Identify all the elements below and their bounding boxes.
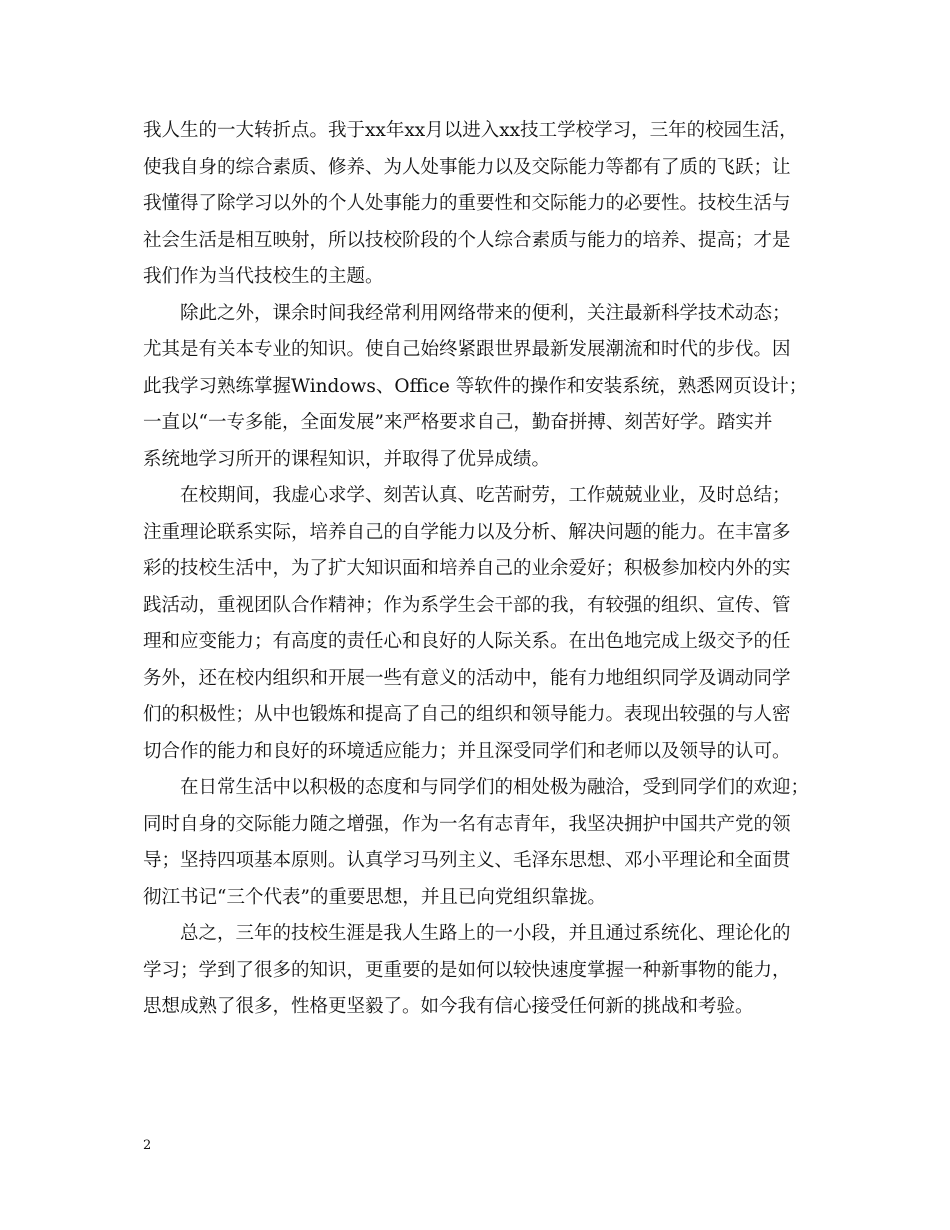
text-line: 彩的技校生活中，为了扩大知识面和培养自己的业余爱好；积极参加校内外的实 <box>143 558 791 579</box>
text-line: 务外，还在校内组织和开展一些有意义的活动中，能有力地组织同学及调动同学 <box>143 667 791 689</box>
paragraph-start-line: 总之，三年的技校生涯是我人生路上的一小段，并且通过系统化、理论化的 <box>180 923 791 944</box>
text-line: 理和应变能力；有高度的责任心和良好的人际关系。在出色地完成上级交予的任 <box>143 631 791 652</box>
text-line: 彻江书记“三个代表”的重要思想，并且已向党组织靠拢。 <box>143 886 606 908</box>
text-line: 社会生活是相互映射，所以技校阶段的个人综合素质与能力的培养、提高；才是 <box>143 229 791 251</box>
text-line: 尤其是有关本专业的知识。使自己始终紧跟世界最新发展潮流和时代的步伐。因 <box>143 339 791 360</box>
text-line: 思想成熟了很多，性格更坚毅了。如今我有信心接受任何新的挑战和考验。 <box>143 996 754 1017</box>
paragraph-start-line: 除此之外，课余时间我经常利用网络带来的便利，关注最新科学技术动态； <box>180 302 791 324</box>
text-line: 系统地学习所开的课程知识，并取得了优异成绩。 <box>143 448 551 470</box>
text-line: 我懂得了除学习以外的个人处事能力的重要性和交际能力的必要性。技校生活与 <box>143 193 791 214</box>
text-line: 践活动，重视团队合作精神；作为系学生会干部的我，有较强的组织、宣传、管 <box>143 594 791 616</box>
text-line: 我人生的一大转折点。我于xx年xx月以进入xx技工学校学习，三年的校园生活， <box>143 120 798 141</box>
text-line: 切合作的能力和良好的环境适应能力；并且深受同学们和老师以及领导的认可。 <box>143 740 791 762</box>
text-line: 我们作为当代技校生的主题。 <box>143 266 384 287</box>
text-line: 导；坚持四项基本原则。认真学习马列主义、毛泽东思想、邓小平理论和全面贯 <box>143 850 791 871</box>
text-line: 注重理论联系实际，培养自己的自学能力以及分析、解决问题的能力。在丰富多 <box>143 521 791 543</box>
paragraph-start-line: 在日常生活中以积极的态度和与同学们的相处极为融洽，受到同学们的欢迎； <box>180 777 810 798</box>
body-text <box>143 113 813 1026</box>
text-line: 同时自身的交际能力随之增强，作为一名有志青年，我坚决拥护中国共产党的领 <box>143 813 791 835</box>
text-line: 此我学习熟练掌握Windows、Office 等软件的操作和安装系统，熟悉网页设计； <box>143 375 808 397</box>
text-line: 们的积极性；从中也锻炼和提高了自己的组织和领导能力。表现出较强的与人密 <box>143 704 791 725</box>
page-number: 2 <box>143 1138 152 1153</box>
text-line: 使我自身的综合素质、修养、为人处事能力以及交际能力等都有了质的飞跃；让 <box>143 156 791 178</box>
text-line: 学习；学到了很多的知识，更重要的是如何以较快速度掌握一种新事物的能力， <box>143 959 791 981</box>
text-line: 一直以“一专多能，全面发展”来严格要求自己，勤奋拼搏、刻苦好学。踏实并 <box>143 412 773 433</box>
paragraph-start-line: 在校期间，我虚心求学、刻苦认真、吃苦耐劳，工作兢兢业业，及时总结； <box>180 485 791 506</box>
